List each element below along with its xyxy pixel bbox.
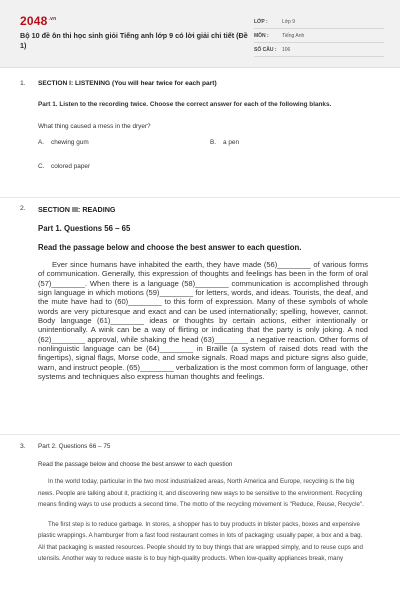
reading-passage: Ever since humans have inhabited the earth, they have made (56)________ of various forms of communication. Generally, this expression of thoughts and feelings has been in the form of oral (57)________. When there is a language (58)________ communication is accomplished through sign language in which motions (59)________ for letters, words, and ideas. Tourists, the deaf, and the mute have had to (60)________ to this form of expression. Many of these symbols of whole words are very picturesque and exact and can be used internationally; spelling, however, cannot. Body language (61)________ ideas or thoughts by certain actions, either intentionally or unintentionally. A wink can be a way of flirting or indicating that the party is only joking. A nod (62)________ approval, while shaking the head (63)________ a negative reaction. Other forms of nonlinguistic language can be (64)________ in Braille (a system of raised dots read with the fingertips), signal flags, Morse code, and smoke signals. Road maps and picture signs also guide, warn, and instruct people. (65)________ verbalization is the most common form of language, other systems and techniques also express human thoughts and feelings. <box>38 260 368 382</box>
option-text: a pen <box>223 139 239 146</box>
meta-row-grade <box>254 15 384 29</box>
meta-value: Tiếng Anh <box>282 32 305 39</box>
option-text: colored paper <box>51 163 91 170</box>
page-header <box>0 0 400 68</box>
option-c[interactable] <box>38 163 90 170</box>
question-body <box>38 443 368 565</box>
meta-key: MÔN : <box>254 32 269 39</box>
question-number: 3. <box>20 443 26 450</box>
question-body <box>38 205 368 381</box>
logo-text: 2048 <box>20 14 48 28</box>
part-heading: Part 1. Questions 56 – 65 <box>38 224 131 233</box>
option-a[interactable] <box>38 139 89 146</box>
part-heading: Part 2. Questions 66 – 75 <box>38 443 111 450</box>
question-number: 2. <box>20 205 26 212</box>
meta-value: 106 <box>282 46 291 53</box>
meta-row-subject <box>254 29 384 43</box>
question-text: What thing caused a mess in the dryer? <box>38 123 151 130</box>
logo-domain: .vn <box>48 16 57 22</box>
option-text: chewing gum <box>51 139 89 146</box>
meta-row-count <box>254 43 384 57</box>
reading-instruction: Read the passage below and choose the best answer to each question <box>38 461 233 468</box>
divider <box>0 434 400 435</box>
meta-key: SỐ CÂU : <box>254 46 277 53</box>
option-b[interactable] <box>210 139 239 146</box>
answer-options <box>38 139 368 199</box>
question-number: 1. <box>20 80 26 87</box>
part-instruction: Part 1. Listen to the recording twice. Choose the correct answer for each of the following blanks. <box>38 101 332 108</box>
section-heading: SECTION III: READING <box>38 205 116 214</box>
question-body <box>38 80 368 199</box>
reading-instruction: Read the passage below and choose the best answer to each question. <box>38 243 302 252</box>
passage-paragraph: The first step is to reduce garbage. In stores, a shopper has to buy products in blister packs, boxes and expensive plastic wrappings. A hamburger from a fast food restaurant comes in lots of packaging: usually paper, a box and a bag. All that packaging is wasted resources. People should try to buy things that are wrapped simply, and to reuse cups and utensils. Another way to reduce waste is to buy high-quality products. When low-quality appliances break, many <box>38 520 363 562</box>
passage-paragraph: In the world today, particular in the two most industrialized areas, North America and Europe, recycling is the big news. People are talking about it, practicing it, and discovering new ways to be sensitive to the environment. Recycling means finding ways to use products a second time. The motto of the recycling movement is "Reduce, Reuse, Recycle". <box>38 478 364 508</box>
option-letter: A. <box>38 139 45 146</box>
section-heading: SECTION I: LISTENING (You will hear twice for each part) <box>38 80 217 87</box>
document-title: Bộ 10 đề ôn thi học sinh giỏi Tiếng anh lớp 9 có lời giải chi tiết (Đề 1) <box>20 31 248 50</box>
meta-key: LỚP : <box>254 18 268 25</box>
divider <box>0 197 400 198</box>
site-logo[interactable] <box>20 14 56 28</box>
option-letter: C. <box>38 163 45 170</box>
document-meta <box>254 15 384 57</box>
meta-value: Lớp 9 <box>282 18 296 25</box>
option-letter: B. <box>210 139 217 146</box>
